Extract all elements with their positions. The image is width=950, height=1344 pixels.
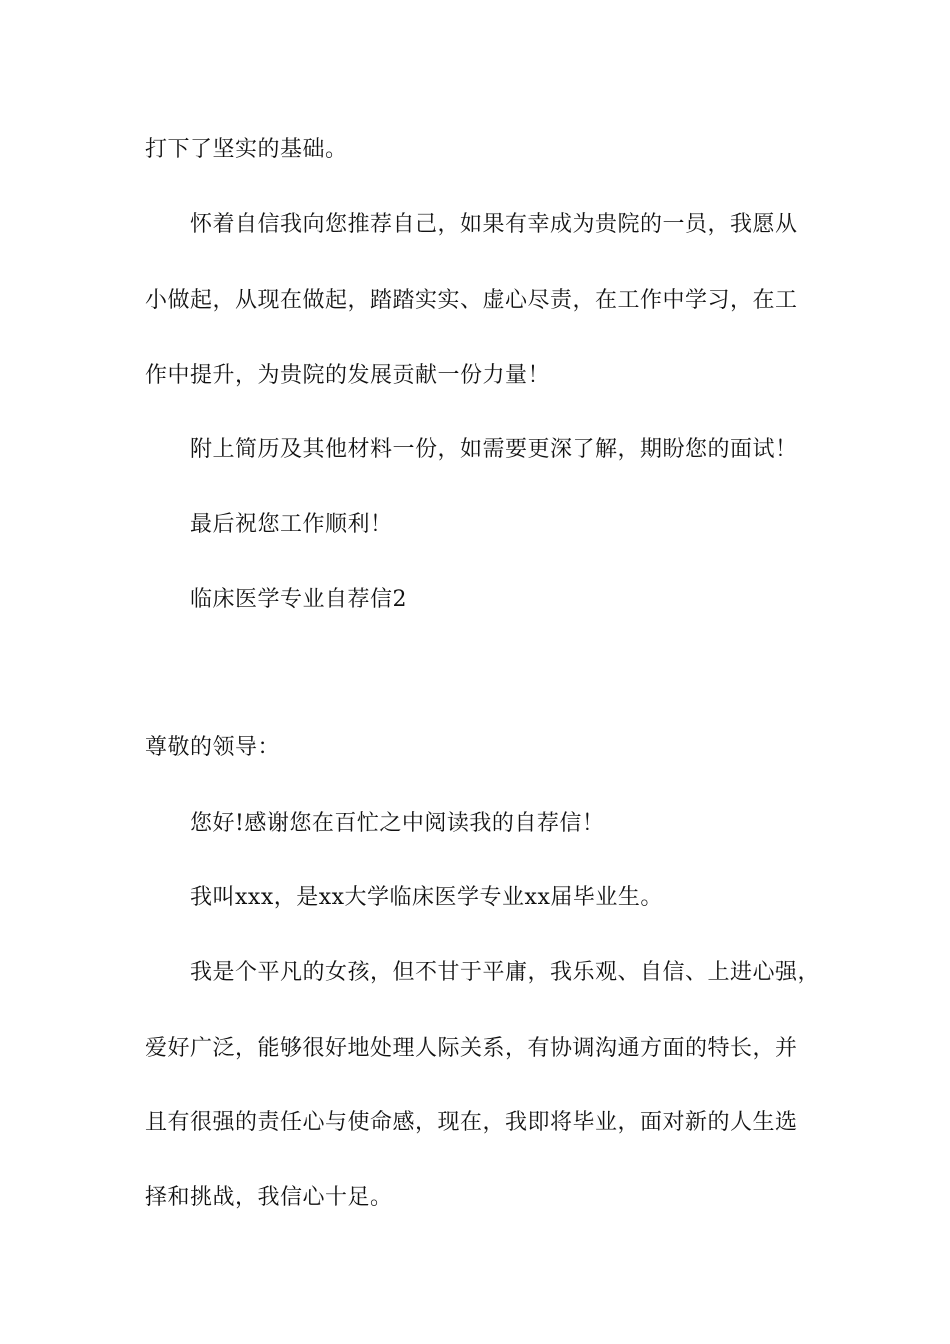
paragraph-line: 作中提升，为贵院的发展贡献一份力量！	[145, 363, 551, 388]
paragraph-line: 您好!感谢您在百忙之中阅读我的自荐信！	[190, 811, 605, 836]
paragraph-line: 最后祝您工作顺利！	[190, 512, 393, 537]
paragraph-line: 小做起，从现在做起，踏踏实实、虚心尽责，在工作中学习，在工	[145, 288, 798, 313]
paragraph-line: 怀着自信我向您推荐自己，如果有幸成为贵院的一员，我愿从	[190, 212, 798, 237]
paragraph-line: 我是个平凡的女孩，但不甘于平庸，我乐观、自信、上进心强，	[190, 960, 821, 985]
paragraph-line: 且有很强的责任心与使命感，现在，我即将毕业，面对新的人生选	[145, 1110, 798, 1135]
paragraph-line: 择和挑战，我信心十足。	[145, 1185, 393, 1210]
paragraph-line: 我叫xxx，是xx大学临床医学专业xx届毕业生。	[190, 885, 663, 910]
paragraph-line: 附上简历及其他材料一份，如需要更深了解，期盼您的面试！	[190, 437, 798, 462]
paragraph-line: 爱好广泛，能够很好地处理人际关系，有协调沟通方面的特长，并	[145, 1036, 798, 1061]
salutation: 尊敬的领导：	[145, 735, 281, 760]
paragraph-line: 打下了坚实的基础。	[145, 137, 348, 162]
section-heading: 临床医学专业自荐信2	[190, 587, 407, 612]
